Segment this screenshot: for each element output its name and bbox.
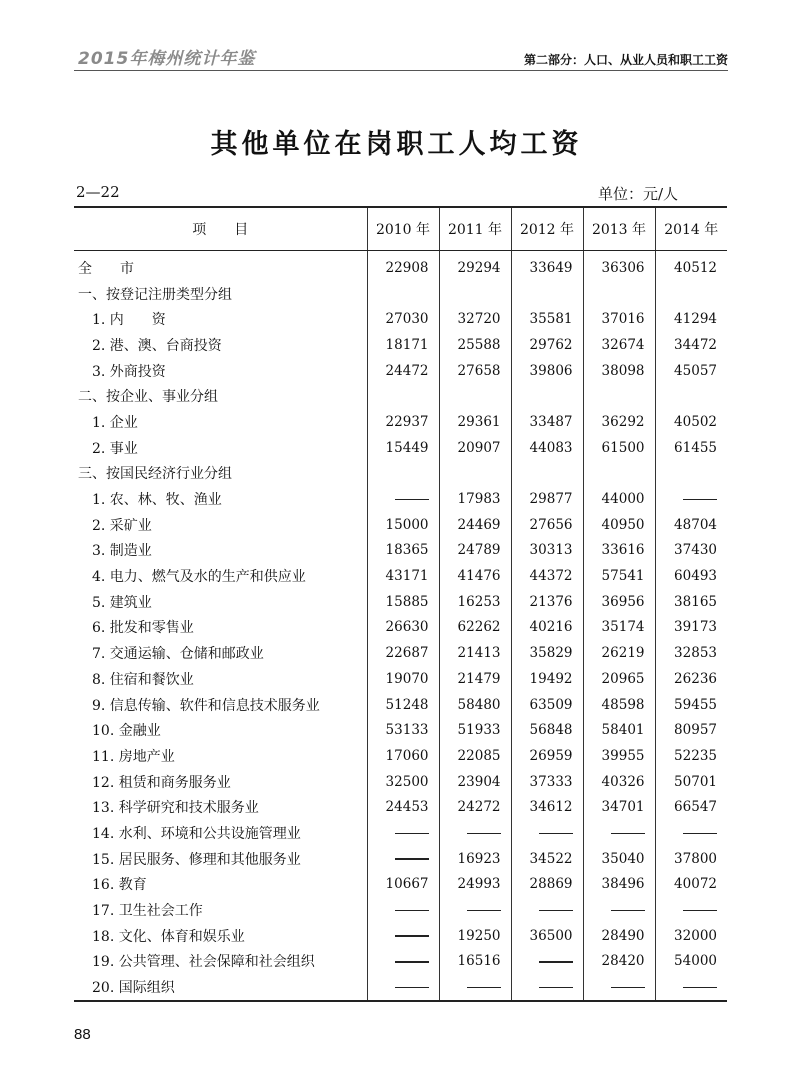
cell-value: 15885	[367, 589, 439, 615]
cell-value: 17060	[367, 743, 439, 769]
cell-value	[655, 281, 727, 307]
table-header-row	[74, 207, 727, 251]
cell-value: 32720	[439, 306, 511, 332]
cell-value: 51933	[439, 717, 511, 743]
cell-value: 48598	[583, 692, 655, 718]
cell-value: 24469	[439, 512, 511, 538]
cell-value: 24472	[367, 358, 439, 384]
row-label: 11. 房地产业	[78, 748, 175, 765]
cell-value	[439, 897, 511, 923]
cell-value: 22937	[367, 409, 439, 435]
table-row	[74, 846, 727, 872]
cell-value	[655, 461, 727, 487]
cell-value: 37333	[511, 769, 583, 795]
yearbook-title: 2015年梅州统计年鉴	[78, 49, 256, 69]
cell-value: 21479	[439, 666, 511, 692]
table-row	[74, 461, 727, 487]
cell-value: 15000	[367, 512, 439, 538]
cell-value: 19070	[367, 666, 439, 692]
table-row	[74, 743, 727, 769]
cell-value: 26236	[655, 666, 727, 692]
cell-value: 58480	[439, 692, 511, 718]
row-label: 1. 企业	[78, 414, 138, 431]
column-header-2012: 2012 年	[511, 207, 583, 251]
cell-value: 27030	[367, 306, 439, 332]
cell-value: 44372	[511, 563, 583, 589]
cell-value: 24789	[439, 538, 511, 564]
cell-value: 34522	[511, 846, 583, 872]
cell-value	[655, 820, 727, 846]
cell-value	[583, 461, 655, 487]
table-row	[74, 409, 727, 435]
cell-value: 66547	[655, 794, 727, 820]
table-row	[74, 897, 727, 923]
table-row	[74, 692, 727, 718]
row-label: 18. 文化、体育和娱乐业	[78, 928, 245, 945]
cell-value: 30313	[511, 538, 583, 564]
table-number: 2—22	[76, 183, 120, 201]
table-row	[74, 640, 727, 666]
cell-value	[655, 486, 727, 512]
cell-value: 38496	[583, 872, 655, 898]
cell-value: 40950	[583, 512, 655, 538]
cell-value: 29361	[439, 409, 511, 435]
cell-value: 24272	[439, 794, 511, 820]
wage-table	[74, 206, 727, 1002]
no-data-dash	[467, 910, 501, 912]
cell-value: 32853	[655, 640, 727, 666]
cell-value: 16923	[439, 846, 511, 872]
cell-value: 51248	[367, 692, 439, 718]
cell-value: 28420	[583, 949, 655, 975]
cell-value: 44000	[583, 486, 655, 512]
cell-value: 40502	[655, 409, 727, 435]
column-header-2011: 2011 年	[439, 207, 511, 251]
row-label: 6. 批发和零售业	[78, 620, 194, 637]
cell-value: 28490	[583, 923, 655, 949]
table-row	[74, 486, 727, 512]
cell-value	[511, 281, 583, 307]
table-body	[74, 251, 727, 1001]
no-data-dash	[395, 858, 429, 860]
header-rule	[74, 70, 728, 71]
cell-value: 36500	[511, 923, 583, 949]
no-data-dash	[539, 833, 573, 835]
row-label: 4. 电力、燃气及水的生产和供应业	[78, 569, 306, 586]
table-row	[74, 872, 727, 898]
cell-value	[367, 846, 439, 872]
cell-value	[367, 923, 439, 949]
cell-value: 35174	[583, 615, 655, 641]
table-row	[74, 666, 727, 692]
table-row	[74, 358, 727, 384]
no-data-dash	[395, 833, 429, 835]
row-label: 二、按企业、事业分组	[78, 389, 218, 406]
table-row	[74, 512, 727, 538]
cell-value: 18365	[367, 538, 439, 564]
cell-value: 36956	[583, 589, 655, 615]
cell-value	[439, 974, 511, 1001]
row-label: 10. 金融业	[78, 723, 161, 740]
cell-value: 57541	[583, 563, 655, 589]
cell-value: 45057	[655, 358, 727, 384]
cell-value	[511, 383, 583, 409]
no-data-dash	[395, 987, 429, 989]
cell-value: 18171	[367, 332, 439, 358]
no-data-dash	[683, 499, 717, 501]
cell-value: 16253	[439, 589, 511, 615]
row-label: 12. 租赁和商务服务业	[78, 774, 231, 791]
no-data-dash	[467, 987, 501, 989]
no-data-dash	[395, 499, 429, 501]
cell-value: 29762	[511, 332, 583, 358]
row-label: 19. 公共管理、社会保障和社会组织	[78, 954, 315, 971]
no-data-dash	[683, 910, 717, 912]
cell-value	[439, 383, 511, 409]
cell-value	[511, 974, 583, 1001]
cell-value: 40326	[583, 769, 655, 795]
no-data-dash	[683, 987, 717, 989]
cell-value: 34701	[583, 794, 655, 820]
no-data-dash	[467, 833, 501, 835]
no-data-dash	[395, 961, 429, 963]
cell-value: 22908	[367, 251, 439, 281]
row-label: 13. 科学研究和技术服务业	[78, 800, 259, 817]
cell-value: 62262	[439, 615, 511, 641]
cell-value: 32674	[583, 332, 655, 358]
cell-value: 35829	[511, 640, 583, 666]
no-data-dash	[539, 987, 573, 989]
row-label: 2. 事业	[78, 440, 138, 457]
cell-value: 37800	[655, 846, 727, 872]
table-row	[74, 923, 727, 949]
cell-value: 40512	[655, 251, 727, 281]
cell-value: 80957	[655, 717, 727, 743]
cell-value: 19492	[511, 666, 583, 692]
cell-value: 48704	[655, 512, 727, 538]
cell-value	[655, 974, 727, 1001]
table-row	[74, 794, 727, 820]
cell-value: 17983	[439, 486, 511, 512]
cell-value: 21413	[439, 640, 511, 666]
cell-value	[367, 486, 439, 512]
cell-value: 23904	[439, 769, 511, 795]
no-data-dash	[611, 833, 645, 835]
cell-value: 34472	[655, 332, 727, 358]
cell-value: 27656	[511, 512, 583, 538]
cell-value: 61455	[655, 435, 727, 461]
row-label: 17. 卫生社会工作	[78, 903, 203, 920]
cell-value: 43171	[367, 563, 439, 589]
cell-value: 37016	[583, 306, 655, 332]
cell-value: 41476	[439, 563, 511, 589]
no-data-dash	[395, 910, 429, 912]
cell-value: 29294	[439, 251, 511, 281]
row-label: 2. 港、澳、台商投资	[78, 337, 222, 354]
cell-value: 26630	[367, 615, 439, 641]
row-label: 5. 建筑业	[78, 594, 152, 611]
no-data-dash	[611, 910, 645, 912]
cell-value: 10667	[367, 872, 439, 898]
cell-value	[367, 897, 439, 923]
row-label: 20. 国际组织	[74, 974, 367, 1001]
unit-label: 单位：元/人	[598, 185, 679, 203]
cell-value	[439, 820, 511, 846]
cell-value	[511, 820, 583, 846]
cell-value	[511, 949, 583, 975]
cell-value	[655, 383, 727, 409]
no-data-dash	[395, 935, 429, 937]
section-title: 第二部分：人口、从业人员和职工工资	[523, 53, 728, 67]
row-label: 9. 信息传输、软件和信息技术服务业	[78, 697, 320, 714]
cell-value: 21376	[511, 589, 583, 615]
table-row	[74, 306, 727, 332]
cell-value: 63509	[511, 692, 583, 718]
row-label: 全 市	[78, 260, 134, 277]
cell-value: 58401	[583, 717, 655, 743]
row-label: 14. 水利、环境和公共设施管理业	[78, 825, 301, 842]
cell-value: 59455	[655, 692, 727, 718]
cell-value	[583, 820, 655, 846]
cell-value: 20965	[583, 666, 655, 692]
cell-value: 40072	[655, 872, 727, 898]
running-header	[74, 40, 728, 70]
cell-value: 35581	[511, 306, 583, 332]
cell-value	[583, 383, 655, 409]
cell-value: 20907	[439, 435, 511, 461]
cell-value: 22085	[439, 743, 511, 769]
row-label: 1. 内 资	[78, 312, 166, 329]
column-header-2014: 2014 年	[655, 207, 727, 251]
cell-value: 50701	[655, 769, 727, 795]
cell-value: 26219	[583, 640, 655, 666]
cell-value: 36292	[583, 409, 655, 435]
table-row	[74, 769, 727, 795]
cell-value: 29877	[511, 486, 583, 512]
no-data-dash	[683, 833, 717, 835]
row-label: 15. 居民服务、修理和其他服务业	[78, 851, 301, 868]
cell-value	[511, 897, 583, 923]
table-row	[74, 949, 727, 975]
row-label: 8. 住宿和餐饮业	[78, 671, 194, 688]
table-row	[74, 383, 727, 409]
table-row	[74, 538, 727, 564]
cell-value	[655, 897, 727, 923]
cell-value: 60493	[655, 563, 727, 589]
cell-value: 56848	[511, 717, 583, 743]
row-label: 16. 教育	[78, 877, 147, 894]
table-row	[74, 974, 727, 1001]
cell-value	[367, 461, 439, 487]
no-data-dash	[539, 910, 573, 912]
cell-value: 19250	[439, 923, 511, 949]
cell-value: 36306	[583, 251, 655, 281]
column-header-2013: 2013 年	[583, 207, 655, 251]
cell-value: 22687	[367, 640, 439, 666]
cell-value	[583, 897, 655, 923]
cell-value: 16516	[439, 949, 511, 975]
cell-value: 39173	[655, 615, 727, 641]
cell-value	[511, 461, 583, 487]
cell-value: 38098	[583, 358, 655, 384]
cell-value: 32500	[367, 769, 439, 795]
cell-value	[367, 974, 439, 1001]
table-row	[74, 717, 727, 743]
cell-value: 61500	[583, 435, 655, 461]
cell-value	[367, 383, 439, 409]
cell-value: 24453	[367, 794, 439, 820]
column-header-item: 项 目	[74, 207, 367, 251]
row-label: 一、按登记注册类型分组	[78, 286, 232, 303]
table-row	[74, 281, 727, 307]
row-label: 2. 采矿业	[78, 517, 152, 534]
cell-value: 44083	[511, 435, 583, 461]
cell-value	[583, 974, 655, 1001]
table-row	[74, 251, 727, 281]
table-row	[74, 589, 727, 615]
cell-value: 28869	[511, 872, 583, 898]
cell-value: 39806	[511, 358, 583, 384]
table-row	[74, 615, 727, 641]
cell-value: 39955	[583, 743, 655, 769]
cell-value: 37430	[655, 538, 727, 564]
no-data-dash	[611, 987, 645, 989]
cell-value: 34612	[511, 794, 583, 820]
column-header-2010: 2010 年	[367, 207, 439, 251]
cell-value: 53133	[367, 717, 439, 743]
page-title: 其他单位在岗职工人均工资	[210, 129, 583, 160]
table-row	[74, 435, 727, 461]
row-label: 三、按国民经济行业分组	[78, 466, 232, 483]
cell-value: 41294	[655, 306, 727, 332]
cell-value: 32000	[655, 923, 727, 949]
cell-value: 40216	[511, 615, 583, 641]
cell-value	[439, 281, 511, 307]
table-row	[74, 820, 727, 846]
cell-value: 33487	[511, 409, 583, 435]
cell-value	[367, 949, 439, 975]
cell-value: 26959	[511, 743, 583, 769]
cell-value: 33649	[511, 251, 583, 281]
cell-value	[439, 461, 511, 487]
row-label: 1. 农、林、牧、渔业	[78, 492, 222, 509]
cell-value: 27658	[439, 358, 511, 384]
row-label: 7. 交通运输、仓储和邮政业	[78, 646, 264, 663]
cell-value: 35040	[583, 846, 655, 872]
table-row	[74, 332, 727, 358]
page-number: 88	[74, 1026, 91, 1043]
cell-value: 52235	[655, 743, 727, 769]
cell-value: 15449	[367, 435, 439, 461]
cell-value: 25588	[439, 332, 511, 358]
table-row	[74, 563, 727, 589]
cell-value: 38165	[655, 589, 727, 615]
cell-value: 33616	[583, 538, 655, 564]
cell-value	[583, 281, 655, 307]
row-label: 3. 制造业	[78, 543, 152, 560]
no-data-dash	[539, 961, 573, 963]
cell-value	[367, 820, 439, 846]
cell-value: 54000	[655, 949, 727, 975]
cell-value	[367, 281, 439, 307]
cell-value: 24993	[439, 872, 511, 898]
row-label: 3. 外商投资	[78, 363, 166, 380]
